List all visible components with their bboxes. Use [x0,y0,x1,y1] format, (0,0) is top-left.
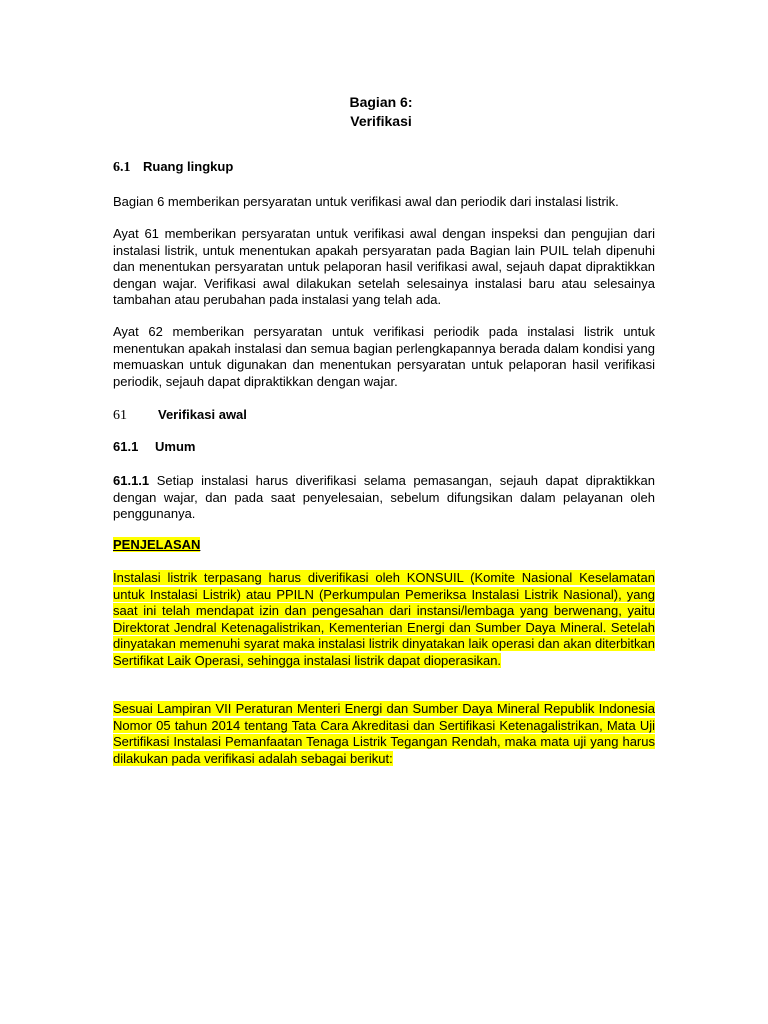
clause-number: 61.1.1 [113,473,150,488]
paragraph-61-1-1 [113,473,655,523]
highlighted-text: Sesuai Lampiran VII Peraturan Menteri Energi dan Sumber Daya Mineral Republik Indonesia Nomor 05 tahun 2014 tentang Tata Cara Akreditasi dan Sertifikasi Ketenagalistrikan, Mata Uji Sertifikasi Instalasi Pemanfaatan Tenaga Listrik Tegangan Rendah, maka mata uji yang harus dilakukan pada verifikasi adalah sebagai berikut: [113,701,655,766]
page-title [0,93,762,131]
penjelasan-heading [113,537,655,554]
section-number: 61 [113,408,127,423]
clause-text: Setiap instalasi harus diverifikasi selama pemasangan, sejauh dapat dipraktikkan dengan wajar, dan pada saat penyelesaian, sebelum difungsikan dalam pelayanan oleh penggunanya. [113,473,655,521]
paragraph-1: Bagian 6 memberikan persyaratan untuk verifikasi awal dan periodik dari instalasi listrik. [113,194,619,209]
section-title: Umum [155,439,196,454]
paragraph-3: Ayat 62 memberikan persyaratan untuk verifikasi periodik pada instalasi listrik untuk menentukan apakah instalasi dan semua bagian perlengkapannya berada dalam kondisi yang memuaskan untuk digunakan dan menentukan persyaratan untuk pelaporan hasil verifikasi periodik, sejauh dapat dipraktikkan dengan wajar. [113,324,655,389]
title-line-2: Verifikasi [350,113,412,129]
paragraph-2: Ayat 61 memberikan persyaratan untuk verifikasi awal dengan inspeksi dan pengujian dari instalasi listrik, untuk menentukan apakah persyaratan pada Bagian lain PUIL telah dipenuhi dan menentukan persyaratan untuk pelaporan hasil verifikasi awal, sejauh dapat dipraktikkan dengan wajar. Verifikasi awal dilakukan setelah selesainya instalasi baru atau selesainya tambahan atau perubahan pada instalasi yang telah ada. [113,226,655,307]
section-number: 61.1 [113,439,139,454]
section-number: 6.1 [113,160,131,175]
section-title: Ruang lingkup [143,159,234,174]
paragraph-highlight-1 [113,570,655,669]
title-line-1: Bagian 6: [349,94,413,110]
section-title: Verifikasi awal [158,407,247,422]
section-6-1-heading [113,159,655,177]
penjelasan-label: PENJELASAN [113,537,201,552]
section-61-1-heading [113,439,655,456]
section-61-heading [113,407,655,425]
paragraph-highlight-2 [113,701,655,767]
highlighted-text: Instalasi listrik terpasang harus diverifikasi oleh KONSUIL (Komite Nasional Keselamatan untuk Instalasi Listrik) atau PPILN (Perkumpulan Pemeriksa Instalasi Listrik Nasional), yang saat ini telah mendapat izin dan pengesahan dari instansi/lembaga yang berwenang, yaitu Direktorat Jendral Ketenagalistrikan, Kementerian Energi dan Sumber Daya Mineral. Setelah dinyatakan memenuhi syarat maka instalasi listrik dinyatakan laik operasi dan akan diterbitkan Sertifikat Laik Operasi, sehingga instalasi listrik dapat dioperasikan. [113,570,655,668]
